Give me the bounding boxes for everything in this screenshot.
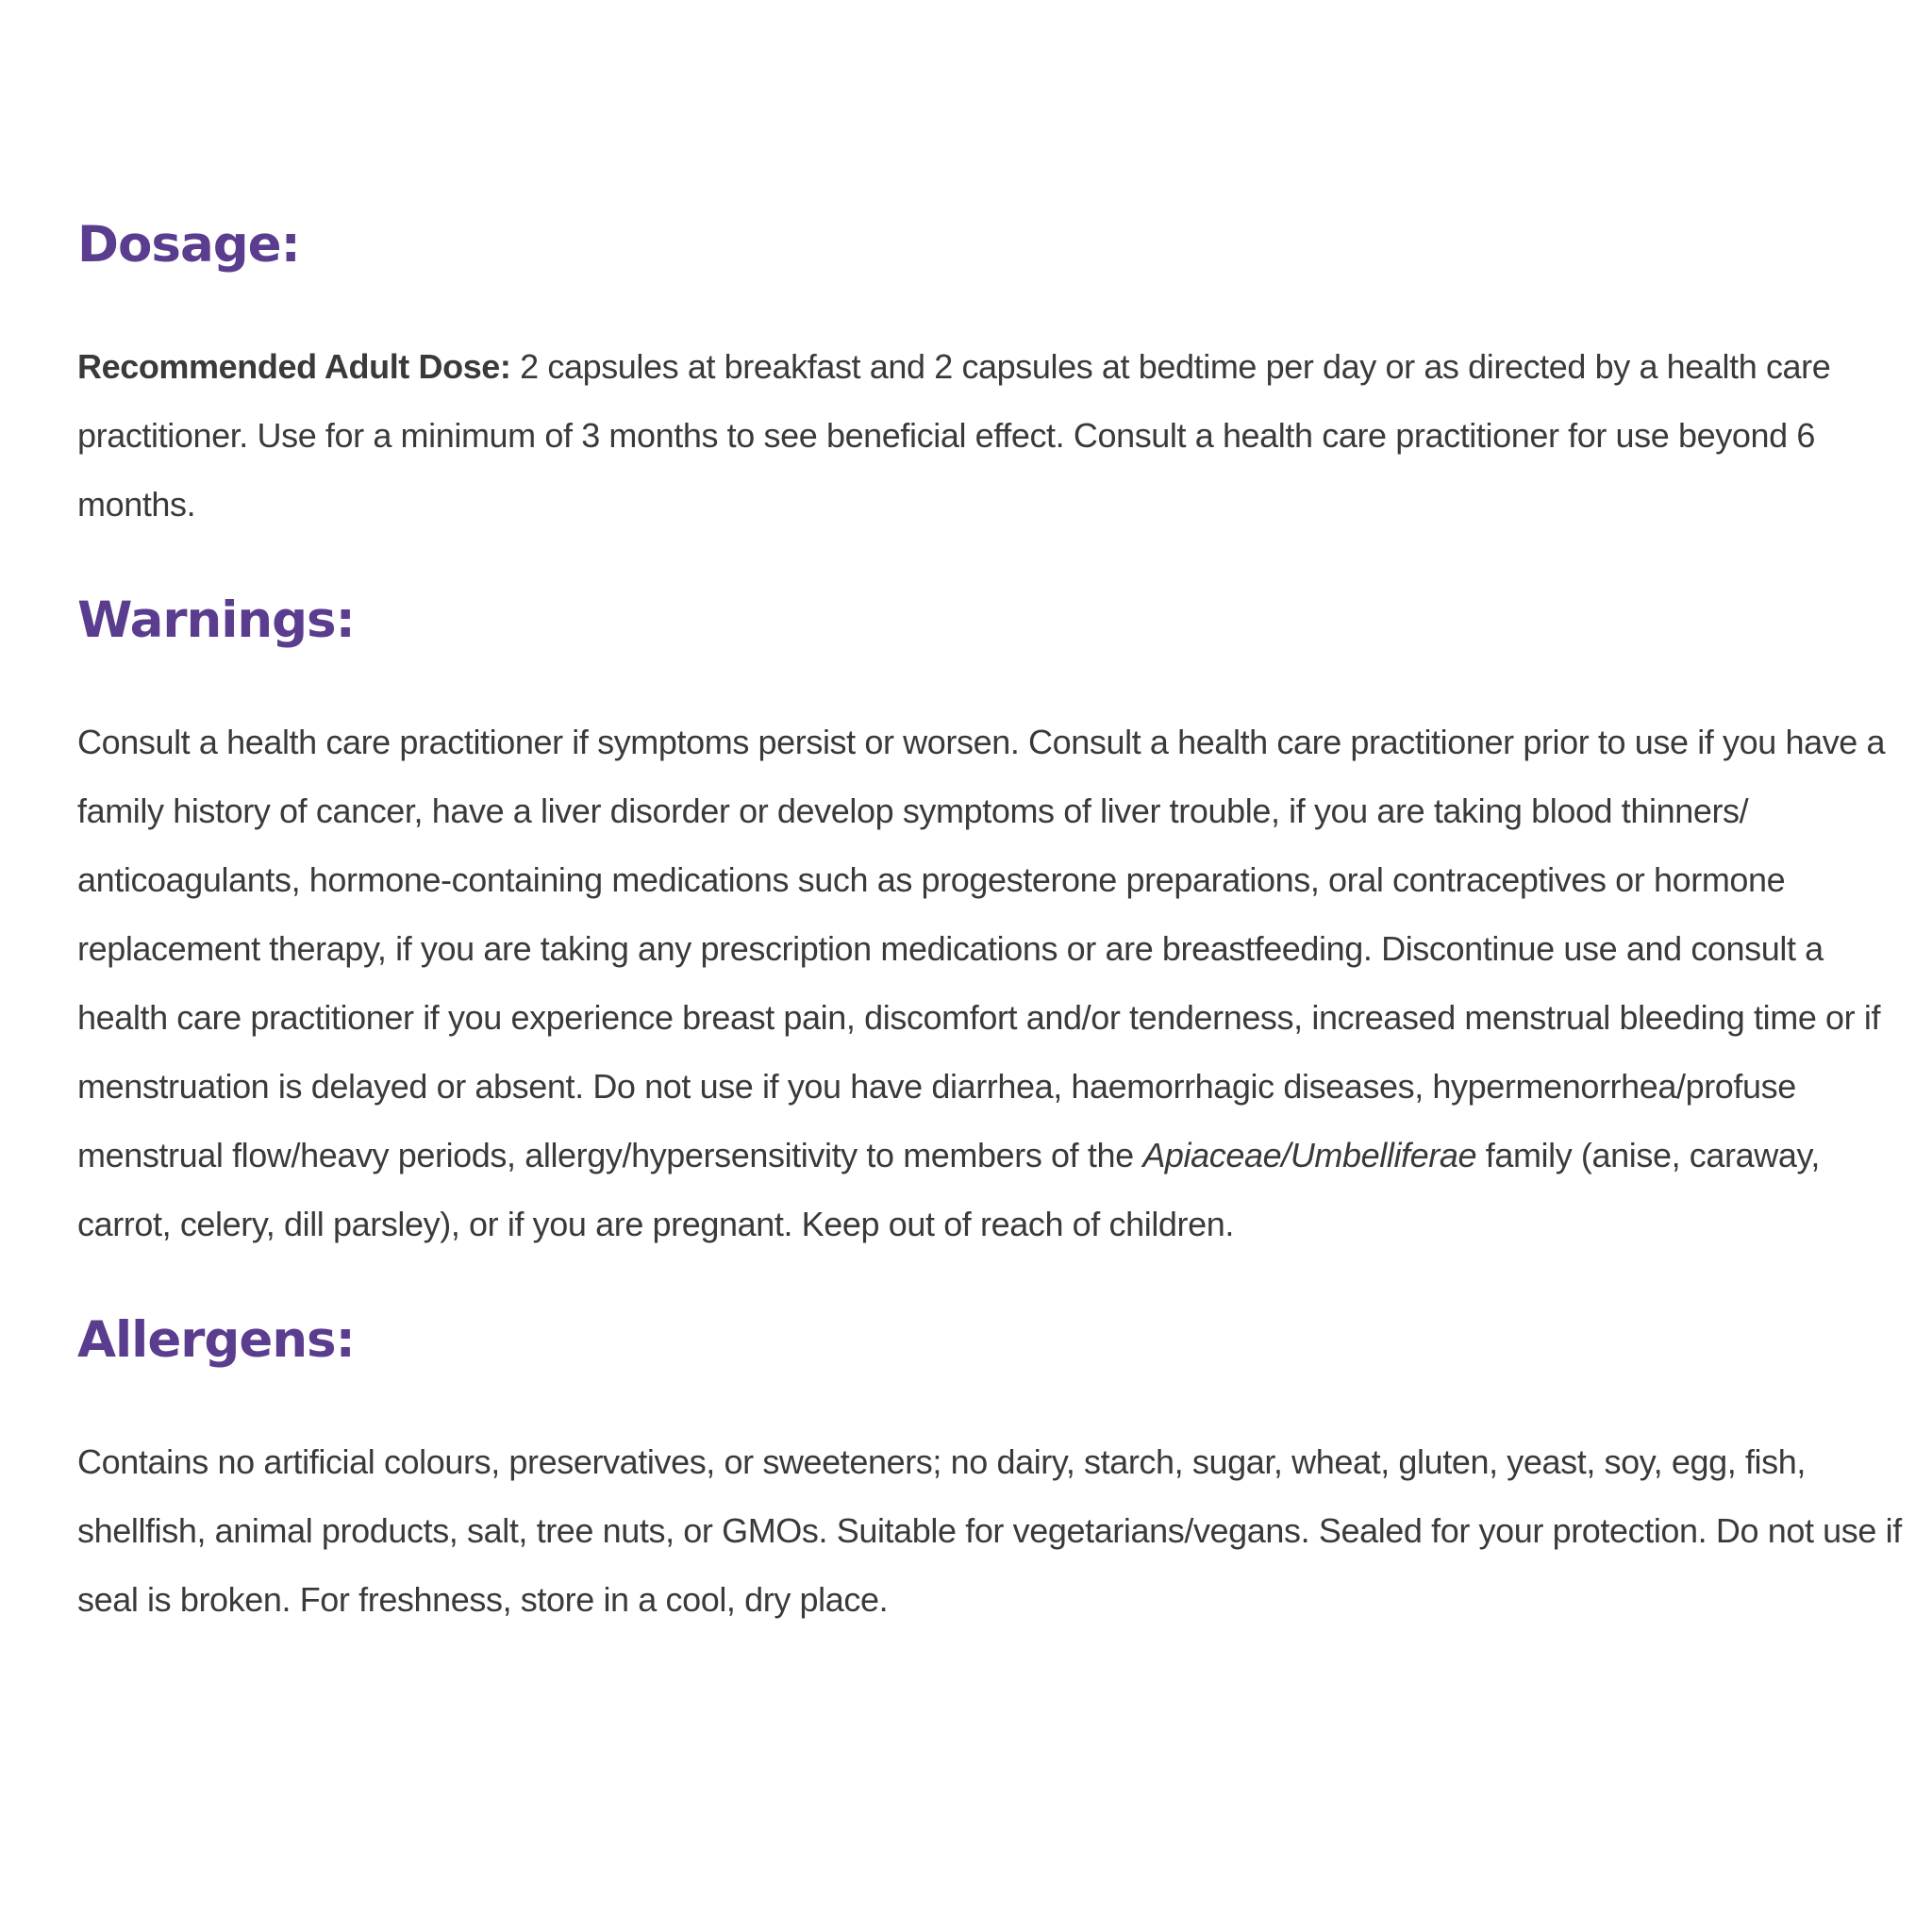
allergens-heading: Allergens: xyxy=(77,1311,355,1369)
allergens-paragraph: Contains no artificial colours, preservatives, or sweeteners; no dairy, starch, sugar, wheat, gluten, yeast, soy, egg, fish, shellfish, animal products, salt, tree nuts, or GMOs. Suitable for vegetarians/vegans. Sealed for your protection. Do not use if seal is broken. For freshness, store in a cool, dry place. xyxy=(77,1442,1902,1619)
warnings-paragraph xyxy=(77,708,1902,1258)
recommended-dose-label: Recommended Adult Dose: xyxy=(77,347,511,386)
dosage-text: 2 capsules at breakfast and 2 capsules at bedtime per day or as directed by a health care practitioner. Use for a minimum of 3 months to see beneficial effect. Consult a health care practitioner for use beyond 6 months. xyxy=(77,347,1831,524)
warnings-heading: Warnings: xyxy=(77,591,355,649)
plant-family-term: Apiaceae/Umbelliferae xyxy=(1142,1136,1477,1174)
dosage-paragraph xyxy=(77,332,1902,539)
warnings-text-end: family (anise, caraway, carrot, celery, dill parsley), or if you are pregnant. Keep out of reach of children. xyxy=(77,1136,1820,1243)
dosage-section xyxy=(77,208,1902,539)
allergens-section xyxy=(77,1303,1902,1634)
warnings-text-start: Consult a health care practitioner if symptoms persist or worsen. Consult a health care practitioner prior to use if you have a family history of cancer, have a liver disorder or develop symptoms of liver trouble, if you are taking blood thinners/ anticoagulants, hormone-containing medications such as progesterone preparations, oral contraceptives or hormone replacement therapy, if you are taking any prescription medications or are breastfeeding. Discontinue use and consult a health care practitioner if you experience breast pain, discomfort and/or tenderness, increased menstrual bleeding time or if menstruation is delayed or absent. Do not use if you have diarrhea, haemorrhagic diseases, hypermenorrhea/profuse menstrual flow/heavy periods, allergy/hypersensitivity to members of the xyxy=(77,723,1886,1174)
product-info-content xyxy=(77,208,1902,1634)
dosage-heading: Dosage: xyxy=(77,216,300,274)
warnings-section xyxy=(77,583,1902,1258)
